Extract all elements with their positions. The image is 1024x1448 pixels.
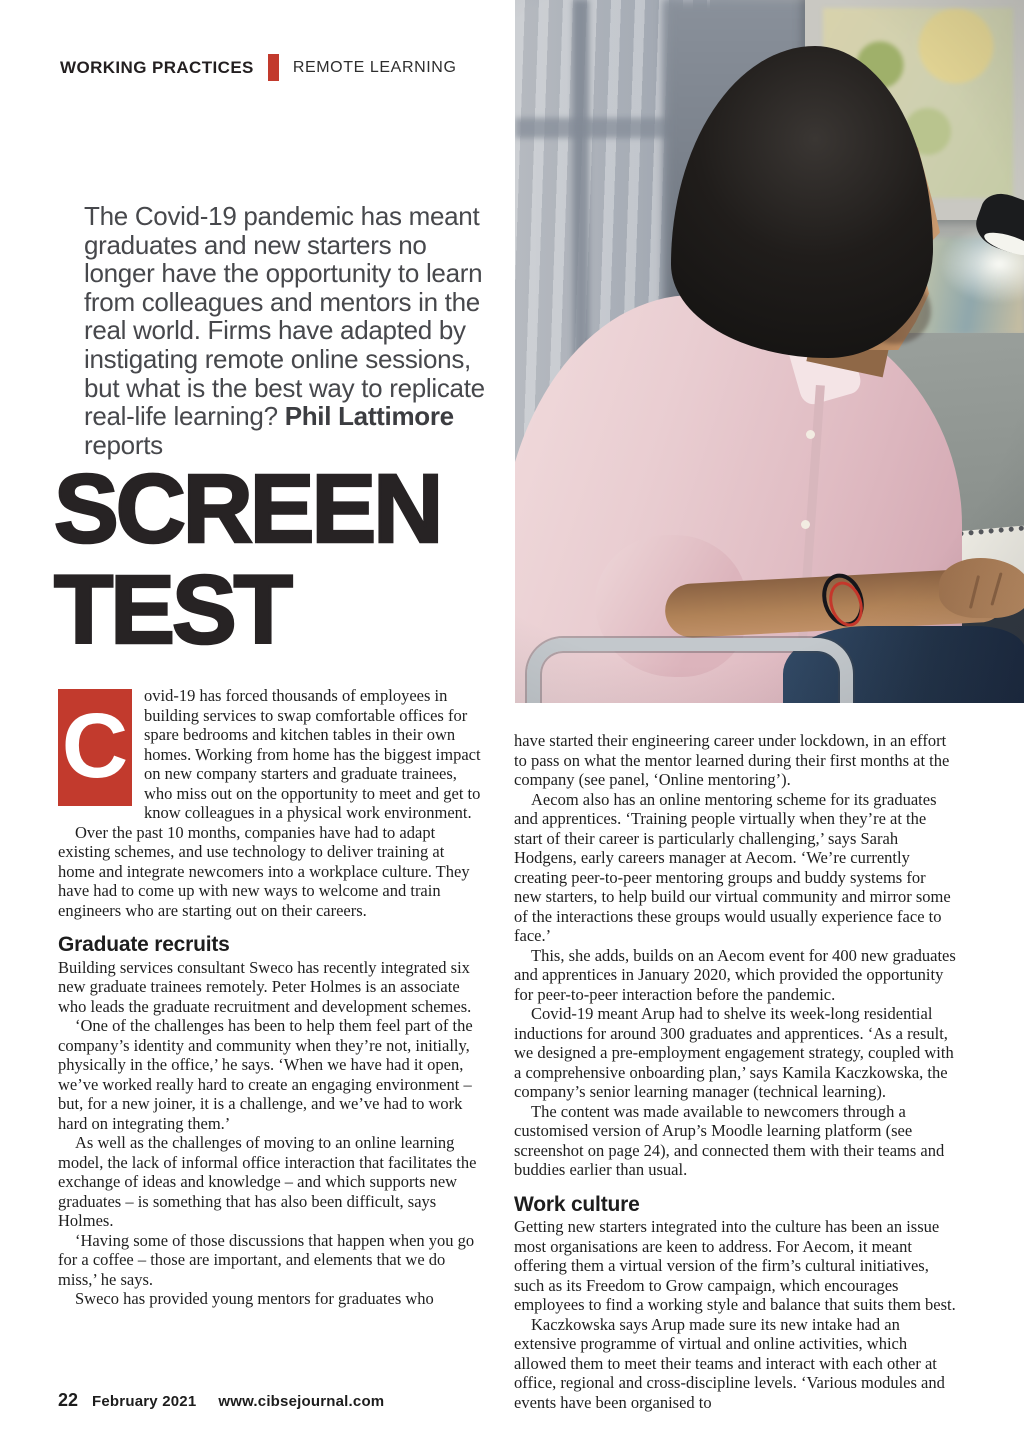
drop-cap-box [58,689,132,806]
headline [54,454,441,664]
photo-vignette [515,0,1024,703]
page-footer [58,1390,384,1411]
paragraph-text: ovid-19 has forced thousands of employees in building services to swap comfortable offices for spare bedrooms and kitchen tables in their own homes. Working from home has the biggest impact on new company starters and graduate trainees, who miss out on the opportunity to meet and get to know colleagues in a physical work environment. [144,686,481,822]
standfirst-text: The Covid-19 pandemic has meant graduates and new starters no longer have the opportunity to learn from colleagues and mentors in the real world. Firms have adapted by instigating remote online sessions, but what is the best way to replicate real-life learning? [84,201,485,432]
page-number: 22 [58,1390,79,1410]
paragraph: Over the past 10 months, companies have had to adapt existing schemes, and use technology to deliver training at home and integrate newcomers into a workplace culture. They have had to come up with new ways to welcome and train engineers who are starting out on their careers. [58,822,470,920]
section-label: WORKING PRACTICES [60,57,254,77]
paragraph: Kaczkowska says Arup made sure its new intake had an extensive programme of virtual and online activities, which allowed them to meet their teams and interact with each other at office, regional and cross-discipline levels. ‘Various modules and events have been organised to [514,1314,945,1412]
article-column-left [58,686,482,1309]
topic-label: REMOTE LEARNING [292,58,457,76]
paragraph: Covid-19 meant Arup had to shelve its week-long residential inductions for around 300 graduates and apprentices. ‘As a result, we designed a pre-employment engagement strategy, coupled with a comprehensive onboarding plan,’ says Kamila Kaczkowska, the company’s senior learning manager (technical learning). [514,1004,954,1101]
standfirst [84,202,486,459]
subheading-work-culture: Work culture [514,1192,640,1216]
drop-cap-letter: C [61,694,129,797]
paragraph: Sweco has provided young mentors for graduates who [75,1289,434,1308]
paragraph: As well as the challenges of moving to an online learning model, the lack of informal office interaction that facilitates the exchange of ideas and knowledge – and which supports new graduates – is something that has also been difficult, says Holmes. [58,1133,477,1230]
kicker [60,54,457,81]
hero-photo-man-at-desk [515,0,1024,703]
kicker-divider-bar [268,54,279,81]
journal-url: www.cibsejournal.com [218,1393,385,1410]
subheading-graduate-recruits: Graduate recruits [58,933,230,956]
paragraph: Aecom also has an online mentoring scheme for its graduates and apprentices. ‘Training people virtually when they’re at the start of their career is particularly challenging,’ says Sarah Hodgens, early careers manager at Aecom. ‘We’re currently creating peer-to-peer mentoring groups and buddy systems for new starters, to help build our virtual community and mirror some of the interactions these groups would usually experience face to face.’ [514,789,951,945]
paragraph: Getting new starters integrated into the culture has been an issue most organisations are keen to address. For Aecom, it meant offering them a virtual version of the firm’s cultural initiatives, such as its Freedom to Grow campaign, which encourages employees to find a working style and balance that suits them best. [514,1217,956,1314]
paragraph [58,686,482,823]
headline-line1: SCREEN [54,454,441,563]
issue-date: February 2021 [92,1393,197,1410]
paragraph: ‘Having some of those discussions that happen when you go for a coffee – those are important, and elements that we do miss,’ he says. [58,1230,475,1289]
article-column-right [514,731,957,1412]
author-suffix: reports [84,429,163,460]
headline-line2: TEST [54,555,290,664]
paragraph: Building services consultant Sweco has recently integrated six new graduate trainees remotely. Peter Holmes is an associate who leads the graduate recruitment and development schemes. [58,957,472,1016]
paragraph: The content was made available to newcomers through a customised version of Arup’s Moodle learning platform (see screenshot on page 24), and connected them with their teams and buddies earlier than usual. [514,1101,945,1179]
paragraph: have started their engineering career under lockdown, in an effort to pass on what the mentor learned during their first months at the company (see panel, ‘Online mentoring’). [514,731,950,789]
author-name: Phil Lattimore [284,401,454,432]
paragraph: This, she adds, builds on an Aecom event for 400 new graduates and apprentices in January 2020, which provided the opportunity for peer-to-peer interaction before the pandemic. [514,945,956,1004]
paragraph: ‘One of the challenges has been to help them feel part of the company’s identity and community when they’re not, initially, physically in the office,’ he says. ‘When we have had it open, we’ve worked really hard to create an engaging environment – but, for a new joiner, it is a challenge, and we’ve had to work hard on integrating them.’ [58,1016,473,1133]
